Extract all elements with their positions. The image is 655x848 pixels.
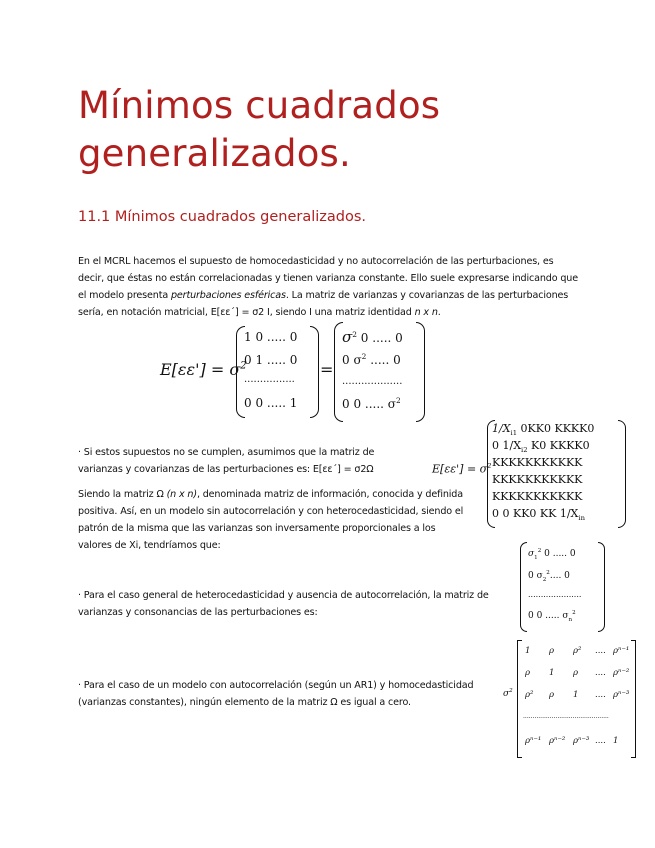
eq2-row-1: $1/X_{i1}$ 0KK0 KKKK0 [492, 422, 595, 438]
eq4-cell: .... [595, 690, 606, 700]
eq2-row-6: 0 0 KK0 KK $1/X_{in}$ [492, 507, 585, 523]
eq4-cell: ρ [549, 646, 554, 656]
eq3-row-1: $\sigma_1^2$ 0 ..... 0 [528, 548, 576, 561]
eq4-cell: .... [595, 736, 606, 746]
eq4-right-bracket [631, 640, 636, 758]
eq3-row-2: 0 $\sigma_2^2$.... 0 [528, 570, 570, 583]
equation-identity-covariance [160, 322, 450, 422]
eq3-row-3: ..................... [528, 590, 582, 599]
page-title [78, 82, 578, 178]
equation-ar1-matrix [503, 640, 641, 758]
intro-emphasis: perturbaciones esféricas [170, 290, 286, 301]
eq1-a-row-2: 0 1 ..... 0 [244, 353, 298, 367]
intro-paragraph [78, 253, 578, 321]
eq3-left-bracket [520, 542, 527, 632]
paragraph-assumption: · Si estos supuestos no se cumplen, asumimos que la matriz de varianzas y covarianzas de las perturbaciones es: E[εε´] = σ2Ω [78, 447, 375, 475]
eq4-cell: .... [595, 668, 606, 678]
paragraph-information-matrix: Siendo la matriz Ω (n x n), denominada matriz de información, conocida y definida positiva. Así, en un modelo sin autocorrelación y con heterocedasticidad, siendo el patrón de la misma que las varianzas son inversamente proporcionales a los valores de Xi, tendríamos que: [78, 489, 464, 551]
eq2-row-5: KKKKKKKKKKK [492, 490, 583, 503]
eq4-cell: ρⁿ⁻² [613, 668, 630, 678]
intro-text-c: . [437, 307, 441, 318]
eq2-row-3: KKKKKKKKKKK [492, 456, 583, 469]
intro-text-b: . La matriz de varianzas y covarianzas de las perturbaciones sería, en notación matricial, E[εε´] = σ2 I, siendo I una matriz identidad [78, 290, 569, 318]
eq2-lhs: $E[\varepsilon\varepsilon'] = \sigma^2$ [432, 462, 492, 476]
intro-text-a: En el MCRL hacemos el supuesto de homocedasticidad y no autocorrelación de las perturbaciones, es decir, que éstas no están correlacionadas y tienen varianza constante. Ello suele expresarse indicando que el modelo presenta [78, 256, 578, 301]
eq4-cell: ρ² [573, 646, 582, 656]
equation-general-heteroscedasticity [520, 542, 610, 632]
eq4-cell: ρ [525, 668, 530, 678]
eq4-cell: ρ [549, 690, 554, 700]
paragraph-ar1-case: · Para el caso de un modelo con autocorrelación (según un AR1) y homocedasticidad (varianzas constantes), ningún elemento de la matriz Ω es igual a cero. [78, 680, 474, 708]
eq3-row-4: 0 0 ..... $\sigma_n^2$ [528, 610, 576, 623]
eq1-a-row-1: 1 0 ..... 0 [244, 330, 298, 344]
eq1-b-row-3: ................... [342, 376, 403, 387]
eq1-b-row-4: 0 0 ..... $\sigma^2$ [342, 396, 401, 411]
eq1-equals: = [320, 360, 334, 379]
eq2-right-bracket [618, 420, 626, 528]
eq4-prefix: $\sigma^2$ [503, 688, 513, 699]
equation-heteroscedastic-matrix [432, 418, 632, 530]
eq1-matrix-a-right-bracket [310, 326, 319, 418]
eq1-b-row-2: 0 $\sigma^2$ ..... 0 [342, 352, 401, 367]
eq4-cell: ρ² [525, 690, 534, 700]
paragraph-general-case: · Para el caso general de heterocedasticidad y ausencia de autocorrelación, la matriz de varianzas y consonancias de las perturbaciones es: [78, 590, 489, 618]
eq1-a-row-3: ................ [244, 374, 295, 385]
eq1-a-row-4: 0 0 ..... 1 [244, 396, 298, 410]
title-line-2: generalizados. [78, 132, 351, 175]
eq4-left-bracket [517, 640, 522, 758]
eq4-cell: ρ [573, 668, 578, 678]
eq1-lhs: $E[\varepsilon\varepsilon'] = \sigma^2$ [160, 360, 247, 379]
title-line-1: Mínimos cuadrados [78, 84, 441, 127]
section-heading: 11.1 Mínimos cuadrados generalizados. [78, 209, 367, 225]
eq2-row-2: 0 $1/X_{i2}$ K0 KKKK0 [492, 439, 590, 455]
eq1-b-row-1: $\sigma^2$ 0 ..... 0 [342, 328, 403, 346]
eq4-cell: ρⁿ⁻³ [613, 690, 630, 700]
eq4-cell: ρⁿ⁻³ [573, 736, 590, 746]
eq4-cell: ρⁿ⁻¹ [613, 646, 630, 656]
intro-emphasis-2: n x n [414, 307, 438, 318]
eq4-cell: 1 [549, 668, 555, 678]
eq4-row-ellipsis: ............................................. [523, 713, 609, 720]
eq4-cell: 1 [573, 690, 579, 700]
eq4-cell: .... [595, 646, 606, 656]
eq4-cell: ρⁿ⁻¹ [525, 736, 542, 746]
eq2-row-4: KKKKKKKKKKK [492, 473, 583, 486]
eq4-cell: 1 [525, 646, 531, 656]
eq1-matrix-b-right-bracket [416, 322, 425, 422]
eq4-cell: 1 [613, 736, 619, 746]
eq4-cell: ρⁿ⁻² [549, 736, 566, 746]
eq3-right-bracket [598, 542, 605, 632]
